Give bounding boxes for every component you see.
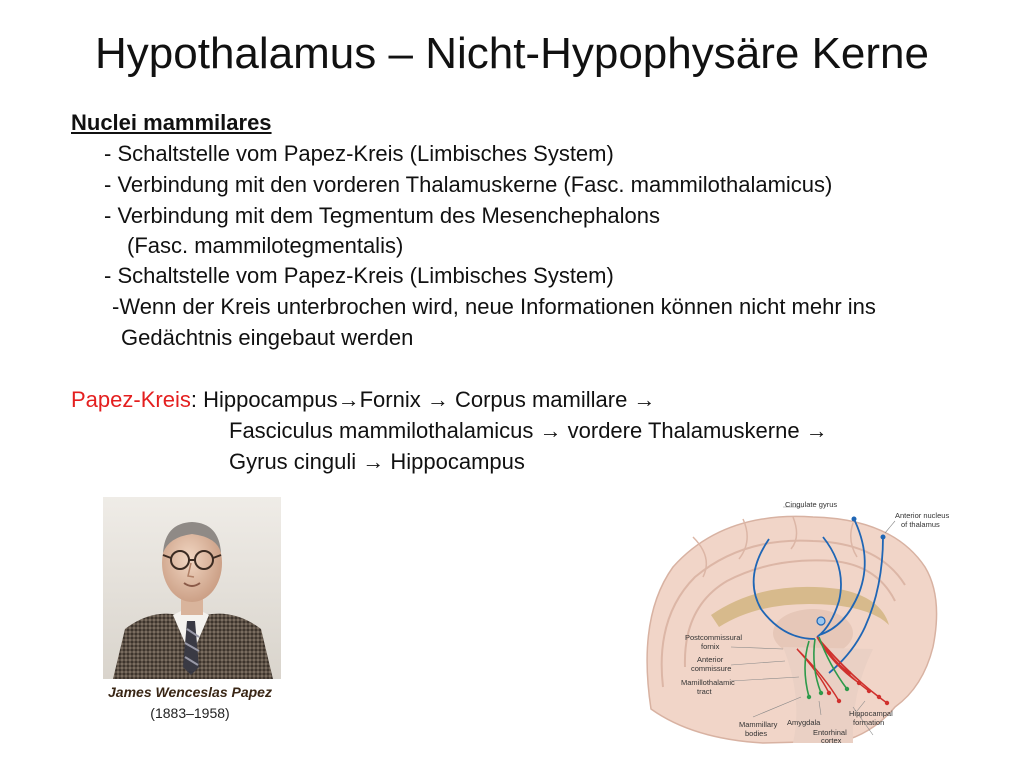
bullet-line: - Schaltstelle vom Papez-Kreis (Limbisches System) [104, 263, 614, 288]
label-hippocampal-line2: formation [853, 718, 885, 727]
bullet-line-continuation: Gedächtnis eingebaut werden [121, 325, 414, 350]
label-cingulate-gyrus: Cingulate gyrus [785, 500, 838, 509]
label-mammillary-line1: Mammillary [739, 720, 778, 729]
papez-line [71, 386, 655, 414]
section-heading: Nuclei mammilares [71, 110, 272, 135]
label-entorhinal-line2: cortex [821, 736, 842, 745]
label-mamillothalamic-line2: tract [697, 687, 712, 696]
papez-portrait [103, 497, 281, 679]
label-amygdala: Amygdala [787, 718, 821, 727]
papez-circuit-diagram [633, 497, 985, 745]
label-mammillary-line2: bodies [745, 729, 768, 738]
bullet-line: - Verbindung mit den vorderen Thalamuskerne (Fasc. mammilothalamicus) [104, 172, 833, 197]
label-anterior-nucleus-line2: of thalamus [901, 520, 940, 529]
papez-label: Papez-Kreis [71, 387, 191, 412]
portrait-caption-years: (1883–1958) [150, 705, 230, 721]
papez-line: Gyrus cinguli → Hippocampus [229, 449, 525, 474]
label-anterior-commissure-line2: commissure [691, 664, 732, 673]
label-hippocampal-line1: Hippocampal [849, 709, 893, 718]
bullet-line: -Wenn der Kreis unterbrochen wird, neue Informationen können nicht mehr ins [112, 294, 876, 319]
bullet-line: - Schaltstelle vom Papez-Kreis (Limbisches System) [104, 141, 614, 166]
label-anterior-nucleus-line1: Anterior nucleus [895, 511, 950, 520]
portrait-caption-name: James Wenceslas Papez [108, 684, 272, 700]
papez-separator: : [190, 387, 204, 412]
label-mamillothalamic-line1: Mamillothalamic [681, 678, 735, 687]
papez-text: Hippocampus→Fornix → Corpus mamillare → [203, 387, 656, 412]
papez-line: Fasciculus mammilothalamicus → vordere Thalamuskerne → [229, 418, 828, 443]
label-anterior-commissure-line1: Anterior [697, 655, 724, 664]
bullet-line: - Verbindung mit dem Tegmentum des Mesenchephalons [104, 203, 661, 228]
slide-title: Hypothalamus – Nicht-Hypophysäre Kerne [95, 29, 929, 78]
label-postcommissural-line1: Postcommissural [685, 633, 743, 642]
label-entorhinal-line1: Entorhinal [813, 728, 847, 737]
bullet-line-continuation: (Fasc. mammilotegmentalis) [127, 233, 404, 258]
label-postcommissural-line2: fornix [701, 642, 720, 651]
